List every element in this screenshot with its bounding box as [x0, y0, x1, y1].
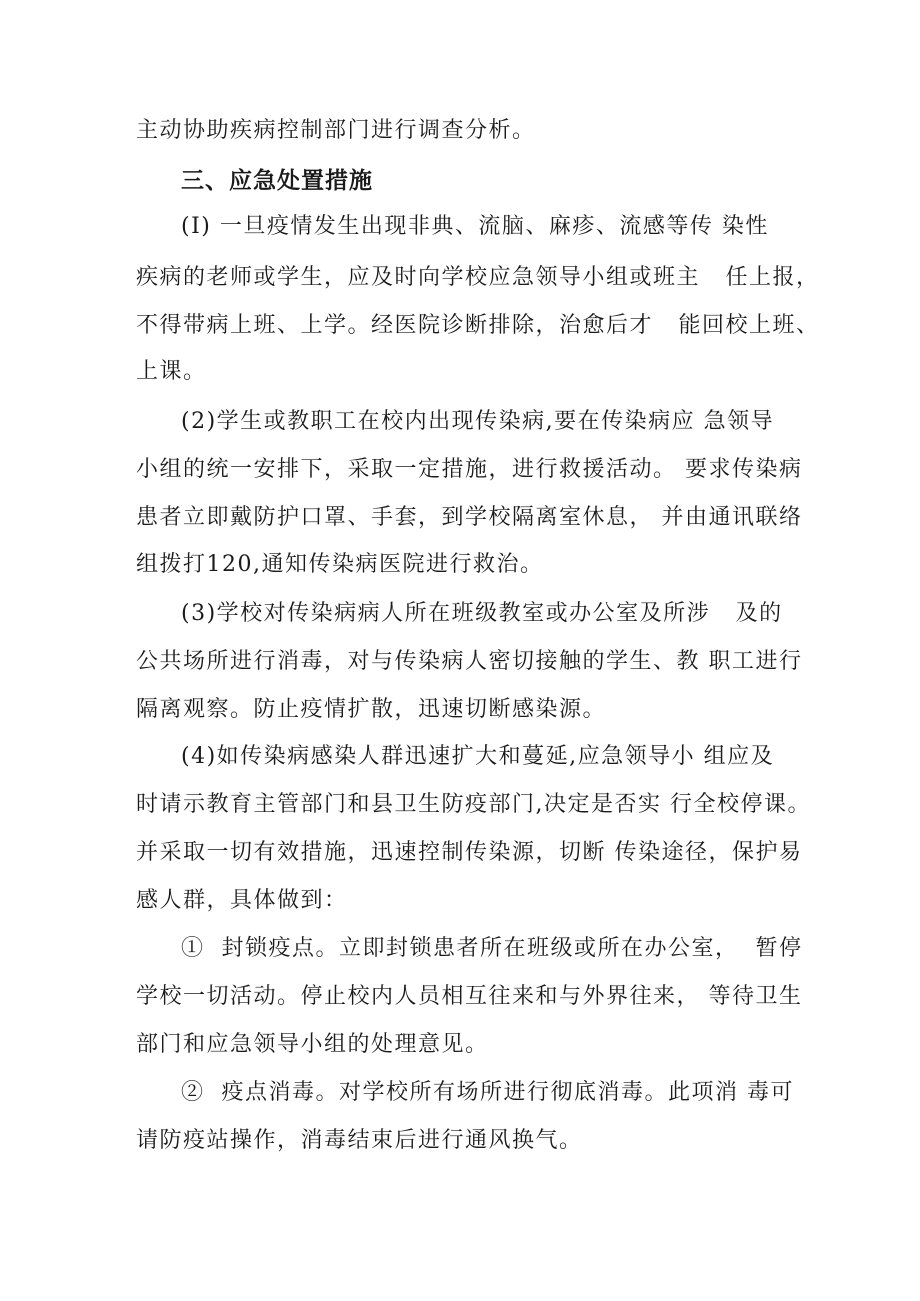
- paragraph-line: 小组的统一安排下，采取一定措施，进行救援活动。 要求传染病: [136, 457, 803, 482]
- paragraph-line: 隔离观察。防止疫情扩散，迅速切断感染源。: [136, 697, 607, 722]
- paragraph-line: 并采取一切有效措施，迅速控制传染源，切断 传染途径，保护易: [136, 840, 803, 865]
- paragraph-line: (3)学校对传染病病人所在班级教室或办公室及所涉 及的: [181, 601, 783, 626]
- paragraph-line: 部门和应急领导小组的处理意见。: [136, 1032, 489, 1057]
- paragraph-line: 请防疫站操作，消毒结束后进行通风换气。: [136, 1128, 583, 1153]
- paragraph-line: (4)如传染病感染人群迅速扩大和蔓延,应急领导小 组应及: [181, 744, 775, 769]
- paragraph-line: 不得带病上班、上学。经医院诊断排除，治愈后才 能回校上班、: [136, 313, 820, 338]
- paragraph-line: 时请示教育主管部门和县卫生防疫部门,决定是否实 行全校停课。: [136, 792, 811, 817]
- paragraph-line: 感人群，具体做到：: [136, 888, 348, 913]
- intro-line: 主动协助疾病控制部门进行调查分析。: [136, 118, 536, 143]
- paragraph-line: 学校一切活动。停止校内人员相互往来和与外界往来， 等待卫生: [136, 984, 803, 1009]
- paragraph-line: (2)学生或教职工在校内出现传染病,要在传染病应 急领导: [181, 409, 775, 434]
- paragraph-line: ② 疫点消毒。对学校所有场所进行彻底消毒。此项消 毒可: [181, 1080, 794, 1105]
- paragraph-line: 公共场所进行消毒，对与传染病人密切接触的学生、教 职工进行: [136, 649, 803, 674]
- paragraph-line: 患者立即戴防护口罩、手套，到学校隔离室休息， 并由通讯联络: [136, 505, 803, 530]
- paragraph-line: 组拨打120,通知传染病医院进行救治。: [136, 552, 544, 577]
- paragraph-line: (I) 一旦疫情发生出现非典、流脑、麻疹、流感等传 染性: [181, 214, 769, 239]
- paragraph-line: 疾病的老师或学生，应及时向学校应急领导小组或班主 任上报，: [136, 265, 820, 290]
- section-heading: 三、应急处置措施: [181, 168, 373, 194]
- paragraph-line: ① 封锁疫点。立即封锁患者所在班级或所在办公室， 暂停: [181, 936, 803, 961]
- paragraph-line: 上课。: [136, 359, 207, 384]
